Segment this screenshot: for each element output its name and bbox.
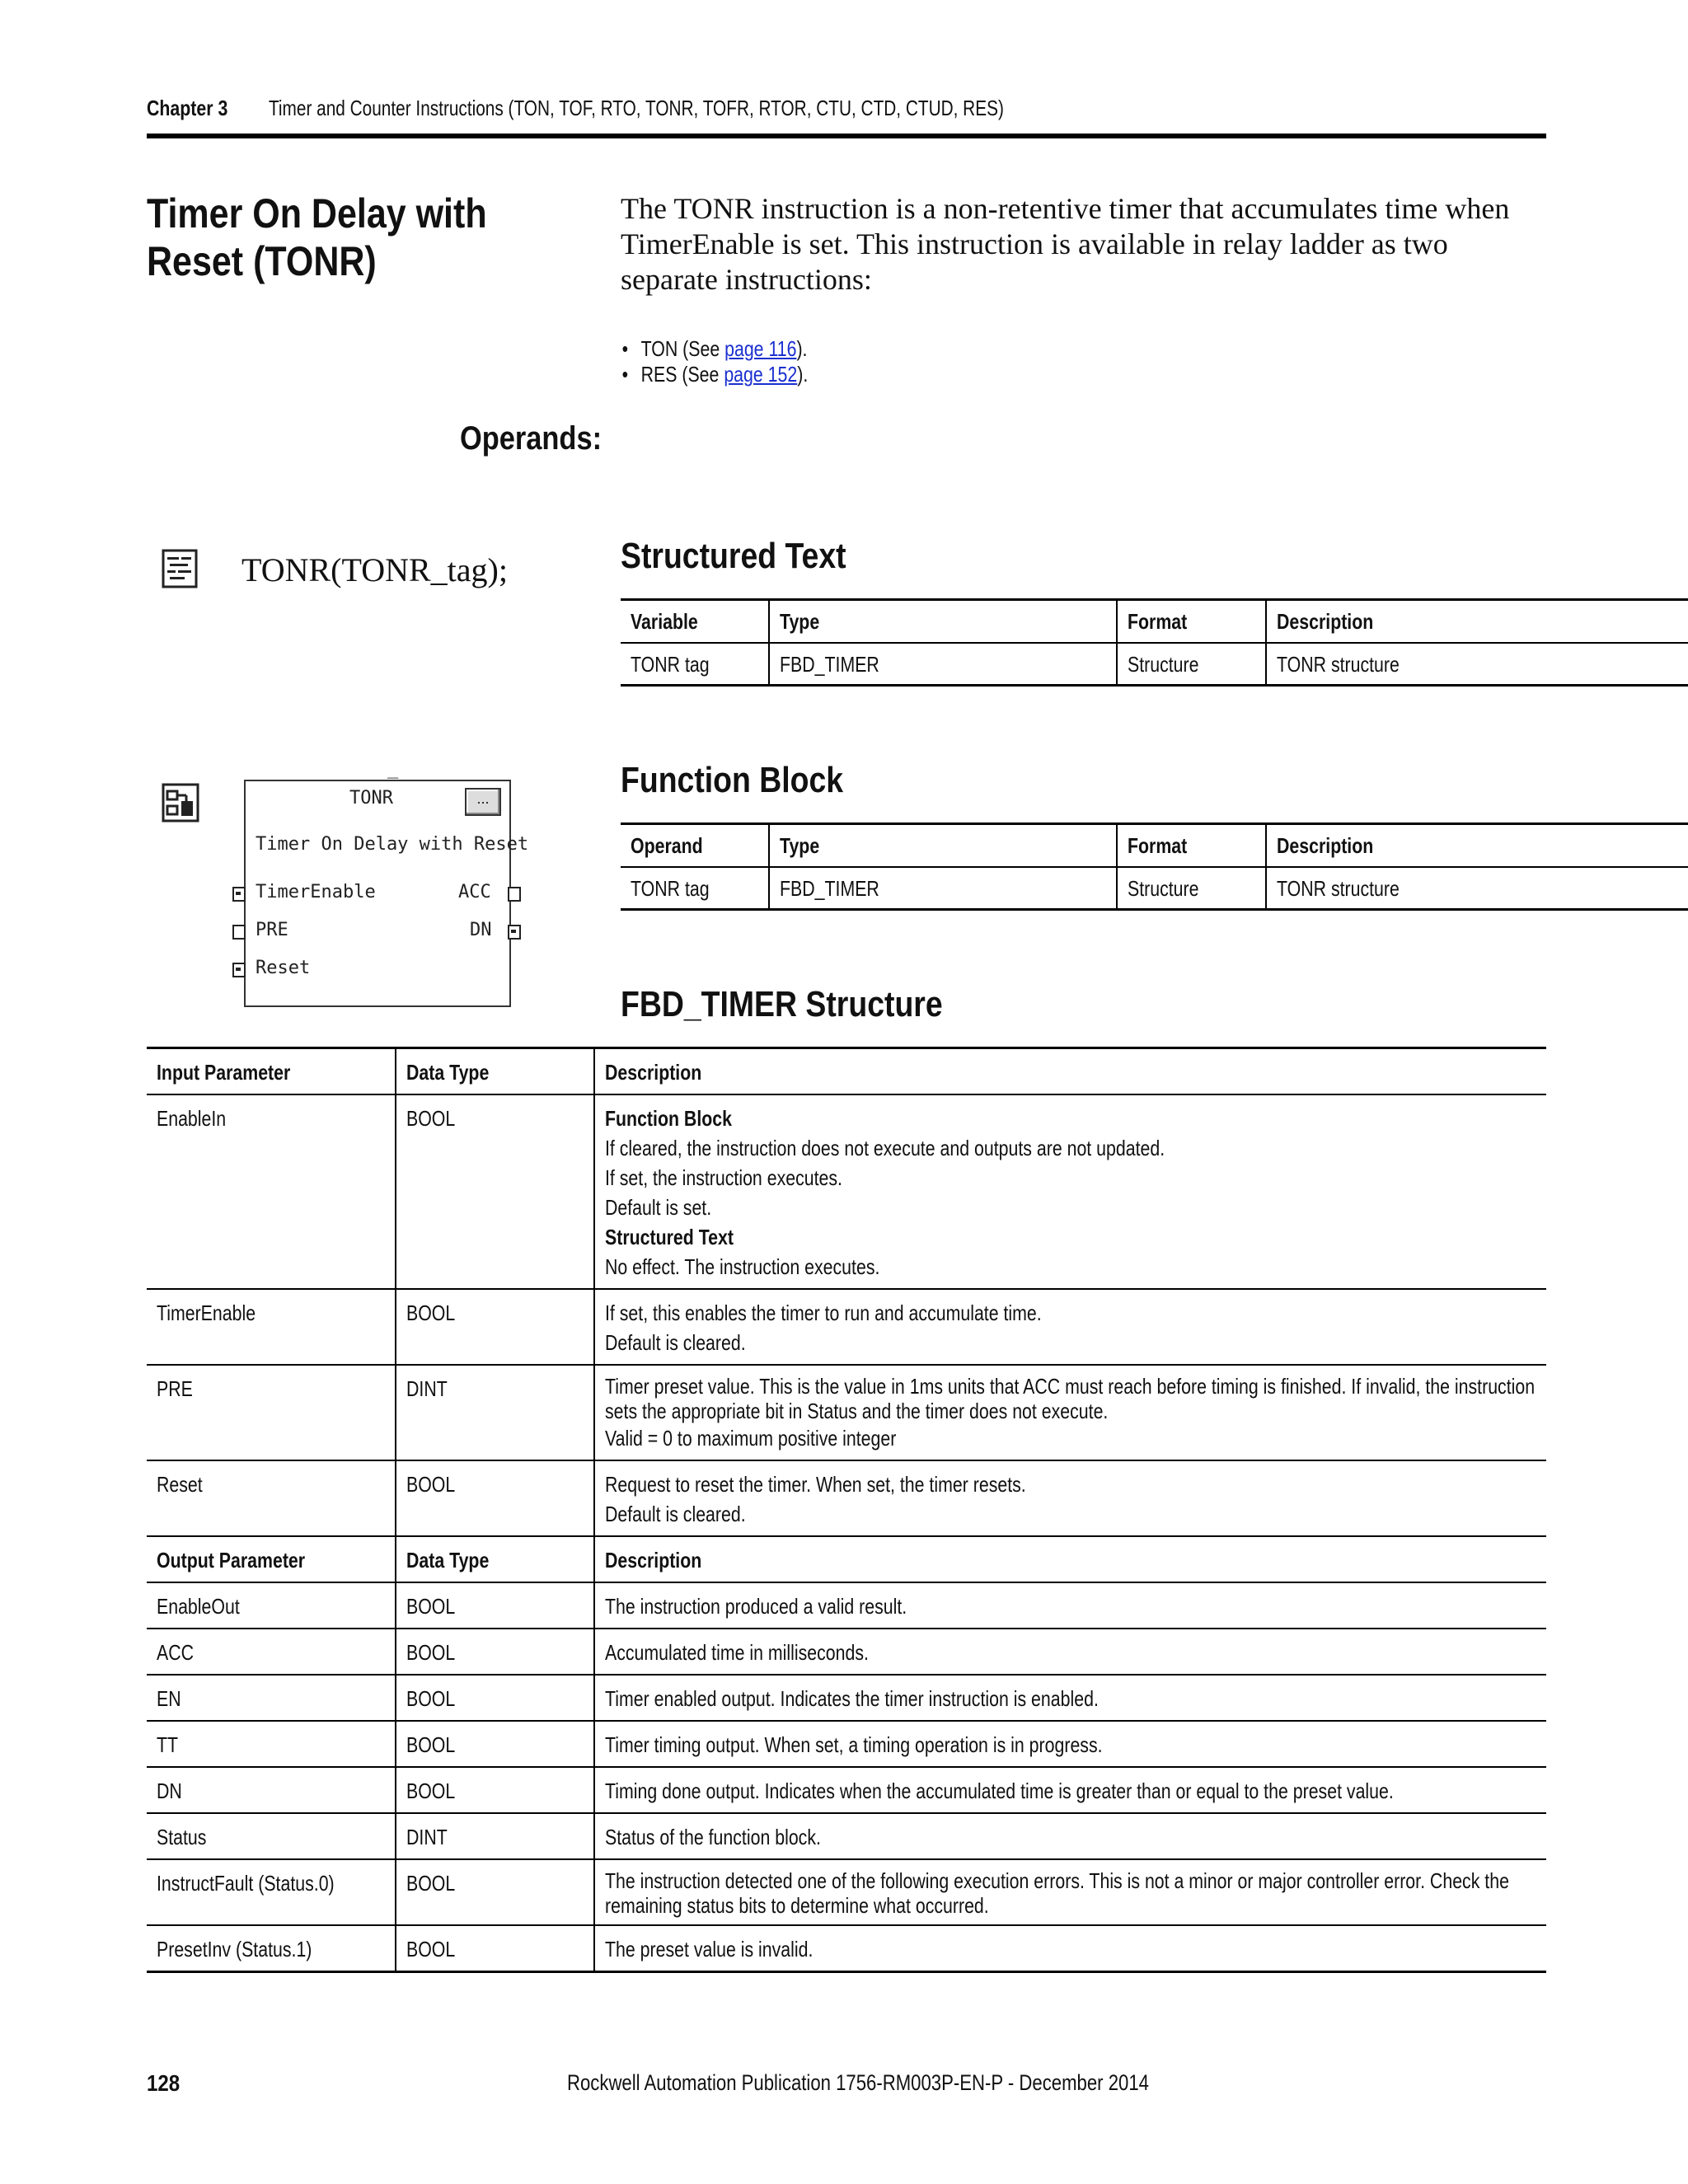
intro-paragraph: The TONR instruction is a non-retentive timer that accumulates time when TimerEnable is set. This instruction is available in relay ladder as two separate instructions: [621, 192, 1510, 296]
table-header-row: Input Parameter Data Type Description [147, 1048, 1546, 1095]
input-pin-timerenable[interactable] [232, 887, 246, 902]
description-subheading: Structured Text [605, 1225, 734, 1249]
page-number: 128 [147, 2070, 181, 2096]
function-block-table [621, 823, 1688, 911]
instruction-list [621, 336, 1198, 387]
structured-text-icon [162, 549, 199, 590]
description-line: No effect. The instruction executes. [605, 1254, 880, 1279]
function-block-icon [162, 783, 201, 824]
output-pin-label: ACC [458, 882, 491, 902]
description-subheading: Function Block [605, 1106, 732, 1131]
table-row: TONR tag FBD_TIMER Structure TONR structure [621, 867, 1688, 910]
table-row: EnableIn BOOL Function Block If cleared, the instruction does not execute and outputs are not updated. If set, the instruction executes. Default is set. Structured Text No effect. The instruction executes. [147, 1094, 1546, 1289]
table-row: EnableOut BOOL The instruction produced a valid result. [147, 1582, 1546, 1629]
function-block-heading: Function Block [621, 760, 844, 800]
description-line: Default is cleared. [605, 1330, 746, 1355]
table-row: DN BOOL Timing done output. Indicates when the accumulated time is greater than or equal to the preset value. [147, 1767, 1546, 1813]
table-header-row: Variable Type Format Description [621, 600, 1688, 643]
table-header-row: Output Parameter Data Type Description [147, 1536, 1546, 1582]
table-row: Reset BOOL Request to reset the timer. When set, the timer resets. Default is cleared. [147, 1460, 1546, 1536]
page-link[interactable]: page 152 [724, 362, 798, 387]
description-line: If cleared, the instruction does not execute and outputs are not updated. [605, 1136, 1165, 1160]
block-description: Timer On Delay with Reset [256, 834, 529, 855]
input-pin-label: PRE [256, 920, 288, 940]
fbd-timer-table [147, 1047, 1546, 1973]
tonr-function-block-diagram [244, 780, 529, 1007]
table-row: Status DINT Status of the function block. [147, 1813, 1546, 1859]
block-name: TONR [349, 788, 393, 808]
table-row: PresetInv (Status.1) BOOL The preset value is invalid. [147, 1925, 1546, 1972]
operands-heading: Operands: [460, 420, 603, 457]
input-pin-label: TimerEnable [256, 882, 376, 902]
page-header [147, 92, 1546, 138]
output-pin-acc[interactable] [508, 887, 521, 902]
description-line: Default is set. [605, 1195, 712, 1220]
description-line: Valid = 0 to maximum positive integer [605, 1426, 897, 1451]
page-link[interactable]: page 116 [724, 336, 797, 361]
chapter-label: Chapter 3 [147, 96, 228, 120]
table-row: TimerEnable BOOL If set, this enables the timer to run and accumulate time. Default is cleared. [147, 1289, 1546, 1365]
list-item: • RES (See page 152). [621, 362, 1094, 387]
input-pin-label: Reset [256, 958, 311, 978]
publication-info: Rockwell Automation Publication 1756-RM003P-EN-P - December 2014 [567, 2070, 1149, 2095]
diagram-top-mark: _ [387, 758, 399, 779]
description-line: Request to reset the timer. When set, the timer resets. [605, 1472, 1026, 1497]
description-line: Timer preset value. This is the value in 1ms units that ACC must reach before timing is finished. If invalid, the instruction sets the appropriate bit in Status and the timer does not execute. [605, 1374, 1536, 1423]
table-row: TT BOOL Timer timing output. When set, a timing operation is in progress. [147, 1721, 1546, 1767]
description-line: Default is cleared. [605, 1502, 746, 1526]
output-pin-dn[interactable] [508, 925, 521, 940]
list-item: • TON (See page 116). [621, 336, 1094, 362]
structured-text-code: TONR(TONR_tag); [241, 551, 508, 588]
structured-text-heading: Structured Text [621, 536, 846, 576]
chapter-title: Timer and Counter Instructions (TON, TOF, RTO, TONR, TOFR, RTOR, CTU, CTD, CTUD, RES) [269, 96, 1004, 120]
structured-text-table [621, 598, 1688, 687]
output-pin-label: DN [470, 920, 492, 940]
fbd-timer-heading: FBD_TIMER Structure [621, 984, 943, 1024]
input-pin-pre[interactable] [232, 925, 246, 940]
table-header-row: Operand Type Format Description [621, 824, 1688, 867]
table-row: EN BOOL Timer enabled output. Indicates the timer instruction is enabled. [147, 1675, 1546, 1721]
properties-button[interactable]: ... [465, 788, 501, 816]
table-row: ACC BOOL Accumulated time in milliseconds. [147, 1629, 1546, 1675]
input-pin-reset[interactable] [232, 963, 246, 977]
section-title: Timer On Delay with Reset (TONR) [147, 190, 487, 284]
description-line: If set, this enables the timer to run and accumulate time. [605, 1301, 1042, 1325]
table-row: TONR tag FBD_TIMER Structure TONR structure [621, 643, 1688, 686]
table-row: PRE DINT Timer preset value. This is the value in 1ms units that ACC must reach before timing is finished. If invalid, the instruction sets the appropriate bit in Status and the timer does not execute. Valid = 0 to maximum positive integer [147, 1365, 1546, 1460]
description-line: If set, the instruction executes. [605, 1165, 842, 1190]
table-row: InstructFault (Status.0) BOOL The instruction detected one of the following execution errors. This is not a minor or major controller error. Check the remaining status bits to determine what occurred. [147, 1859, 1546, 1925]
